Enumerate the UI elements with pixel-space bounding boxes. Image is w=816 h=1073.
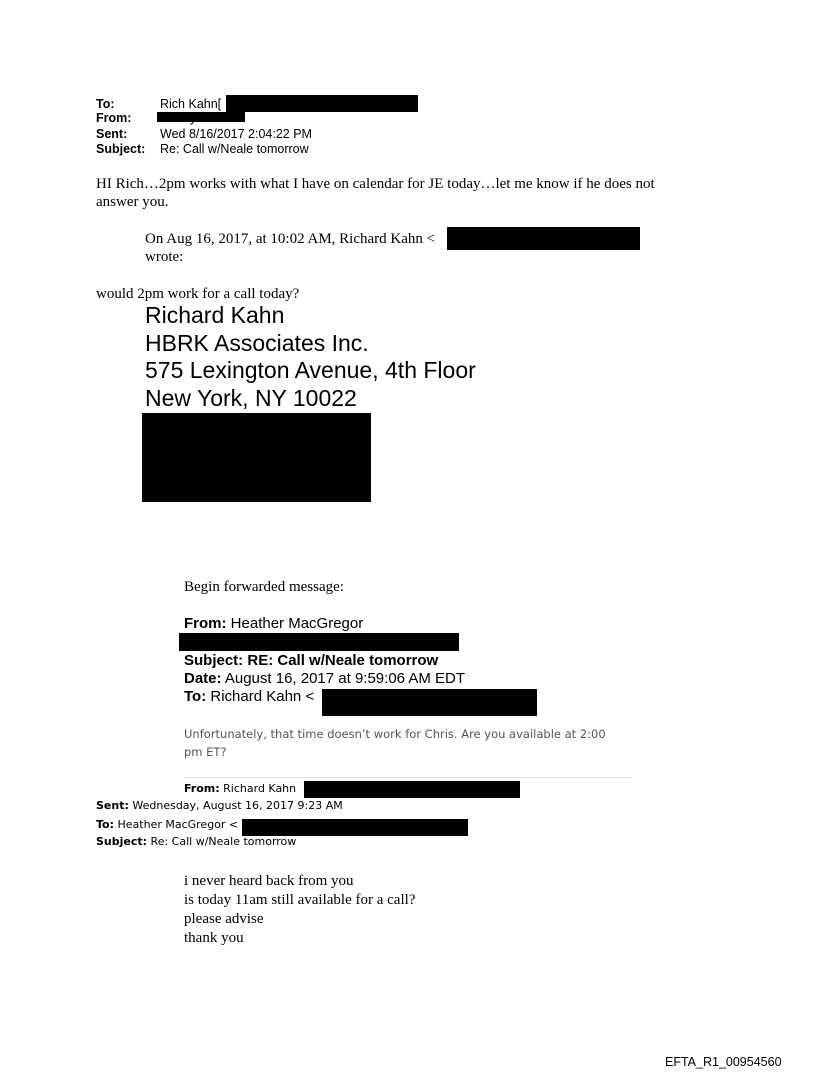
subject-label: Subject: — [96, 142, 146, 156]
earlier-to-value: Heather MacGregor < — [117, 818, 239, 831]
earlier-body-line: please advise — [184, 911, 264, 927]
sent-label: Sent: — [96, 127, 128, 141]
forward-subject-label: Subject: — [184, 652, 244, 669]
redaction-kahn-email-2 — [322, 689, 537, 716]
forward-intro: Begin forwarded message: — [184, 579, 344, 595]
earlier-subject-label: Subject: — [96, 835, 148, 848]
from-label: From: — [96, 111, 132, 125]
signature-block — [145, 302, 525, 414]
earlier-sent-row — [96, 797, 343, 815]
signature-company: HBRK Associates Inc. — [145, 329, 369, 356]
redaction-macgregor-email — [179, 633, 459, 651]
forward-from-label: From: — [184, 615, 227, 632]
to-value: Rich Kahn[ — [160, 97, 222, 111]
forward-date-row — [184, 670, 465, 689]
forward-to-value: Richard Kahn < — [210, 688, 315, 705]
earlier-sent-label: Sent: — [96, 799, 129, 812]
forward-subject-value: RE: Call w/Neale tomorrow — [247, 652, 439, 669]
earlier-to-label: To: — [96, 818, 114, 831]
earlier-body-line: i never heard back from you — [184, 873, 354, 889]
document-id: EFTA_R1_00954560 — [665, 1055, 782, 1069]
earlier-from-label: From: — [184, 782, 220, 795]
message-divider — [184, 777, 632, 778]
question-text: would 2pm work for a call today? — [96, 286, 300, 302]
quote-intro-line-2: wrote: — [145, 249, 184, 265]
earlier-subject-row — [96, 833, 296, 851]
signature-address: 575 Lexington Avenue, 4th Floor — [145, 357, 476, 383]
earlier-to-row — [96, 816, 238, 834]
redaction-kahn-email-3 — [304, 781, 520, 798]
reply-line-1: HI Rich…2pm works with what I have on calendar for JE today…let me know if he does not — [96, 176, 655, 192]
redaction-signature-contact — [142, 413, 371, 502]
redaction-to-email — [226, 95, 418, 112]
earlier-from-value: Richard Kahn — [223, 782, 297, 795]
forward-message-line-2: pm ET? — [184, 745, 227, 759]
signature-city: New York, NY 10022 — [145, 384, 357, 411]
redaction-kahn-email — [447, 227, 640, 250]
forward-from-value: Heather MacGregor — [230, 615, 364, 632]
forward-to-row — [184, 688, 314, 707]
header-sent-row — [96, 127, 436, 142]
earlier-body — [184, 872, 484, 948]
earlier-from-row — [184, 780, 296, 798]
to-label: To: — [96, 97, 115, 111]
forward-subject-row — [184, 652, 438, 671]
forward-from-row — [184, 615, 363, 634]
redaction-from-name — [157, 112, 245, 122]
header-subject-row — [96, 142, 436, 157]
earlier-body-line: thank you — [184, 930, 244, 946]
subject-value: Re: Call w/Neale tomorrow — [160, 142, 309, 156]
earlier-body-line: is today 11am still available for a call? — [184, 892, 416, 908]
earlier-sent-value: Wednesday, August 16, 2017 9:23 AM — [132, 799, 343, 812]
forward-date-label: Date: — [184, 670, 222, 687]
header-from-row — [96, 111, 436, 126]
signature-name: Richard Kahn — [145, 302, 285, 328]
forward-date-value: August 16, 2017 at 9:59:06 AM EDT — [224, 670, 466, 687]
earlier-subject-value: Re: Call w/Neale tomorrow — [150, 835, 297, 848]
forward-to-label: To: — [184, 688, 207, 705]
sent-value: Wed 8/16/2017 2:04:22 PM — [160, 127, 312, 141]
forward-message-line-1: Unfortunately, that time doesn’t work for Chris. Are you available at 2:00 — [184, 727, 606, 741]
reply-line-2: answer you. — [96, 194, 169, 210]
quote-intro-line-1: On Aug 16, 2017, at 10:02 AM, Richard Kahn < — [145, 231, 436, 247]
